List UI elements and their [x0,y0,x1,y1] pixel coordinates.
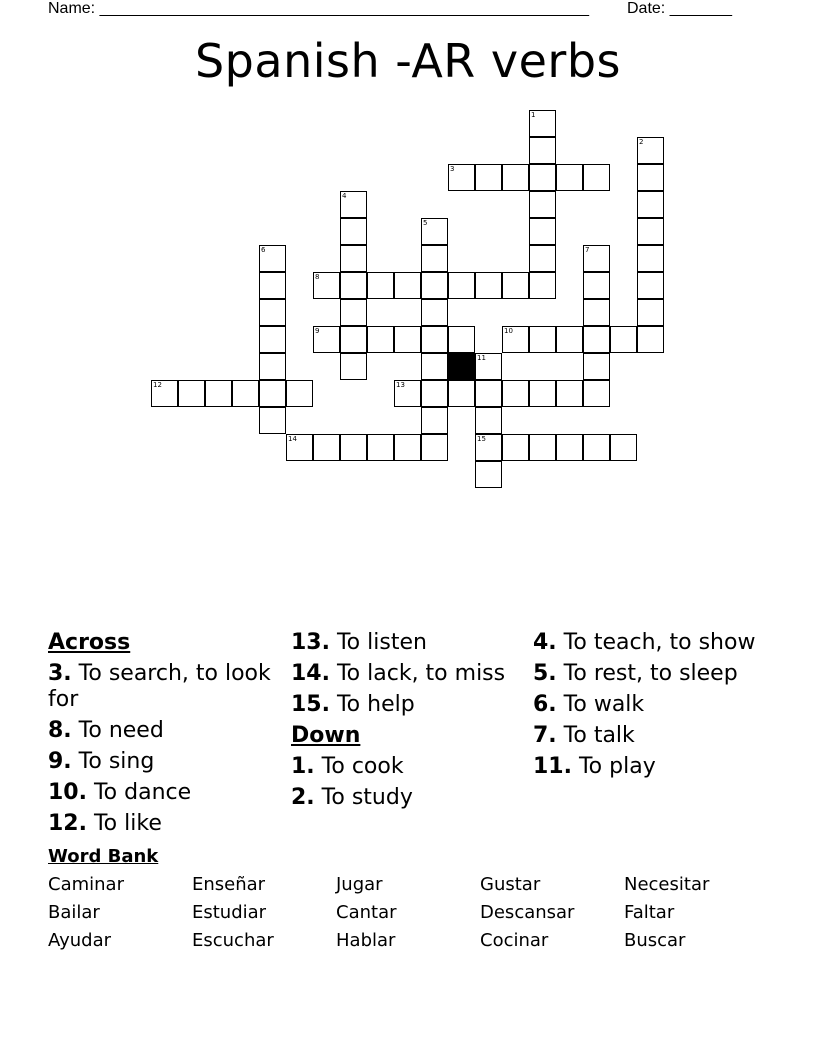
crossword-cell [286,380,313,407]
crossword-cell [421,272,448,299]
cell-number: 15 [477,435,486,443]
clue-across-12: 12. To like [48,811,162,836]
crossword-cell [340,353,367,380]
name-field: Name: _______________________________________________________ [48,0,589,17]
crossword-cell [259,353,286,380]
crossword-cell [421,245,448,272]
word-bank-item: Buscar [624,930,686,951]
across-clues-column [48,630,278,842]
word-bank-item: Necesitar [624,874,710,895]
cell-number: 13 [396,381,405,389]
crossword-cell [313,434,340,461]
crossword-cell [637,299,664,326]
crossword-cell [340,299,367,326]
clue-across-3: 3. To search, to look for [48,661,271,712]
crossword-cell [556,164,583,191]
clue-across-15: 15. To help [291,692,415,717]
cell-number: 5 [423,219,428,227]
clue-down-11: 11. To play [533,754,656,779]
cell-number: 12 [153,381,162,389]
cell-number: 4 [342,192,347,200]
crossword-cell [421,407,448,434]
crossword-cell [259,326,286,353]
crossword-cell [340,245,367,272]
crossword-cell [529,191,556,218]
clue-across-8: 8. To need [48,718,164,743]
crossword-cell [583,164,610,191]
word-bank-item: Cantar [336,902,397,923]
word-bank-item: Faltar [624,902,675,923]
crossword-cell [610,434,637,461]
crossword-cell [367,434,394,461]
black-cell [448,353,475,380]
crossword-cell [529,434,556,461]
word-bank-item: Descansar [480,902,575,923]
down-heading: Down [291,723,361,748]
down-clues-column [533,630,763,785]
word-bank-item: Enseñar [192,874,266,895]
crossword-cell [529,164,556,191]
word-bank-item: Gustar [480,874,541,895]
clue-down-6: 6. To walk [533,692,645,717]
crossword-cell [340,434,367,461]
crossword-cell [367,326,394,353]
crossword-cell [637,272,664,299]
crossword-cell [529,272,556,299]
crossword-cell [610,326,637,353]
clue-across-14: 14. To lack, to miss [291,661,506,686]
crossword-cell [448,272,475,299]
word-bank-item: Estudiar [192,902,267,923]
crossword-cell [502,272,529,299]
crossword-cell [475,164,502,191]
cell-number: 9 [315,327,320,335]
crossword-cell [259,299,286,326]
clue-down-2: 2. To study [291,785,413,810]
word-bank-item: Hablar [336,930,396,951]
word-bank-item: Bailar [48,902,100,923]
crossword-cell [637,326,664,353]
date-field: Date: _______ [627,0,732,17]
crossword-cell [529,218,556,245]
crossword-cell [421,434,448,461]
crossword-cell [421,353,448,380]
clue-across-13: 13. To listen [291,630,427,655]
crossword-cell [421,380,448,407]
crossword-cell [475,461,502,488]
cell-number: 6 [261,246,266,254]
clue-across-9: 9. To sing [48,749,155,774]
crossword-cell [529,326,556,353]
cell-number: 11 [477,354,486,362]
clue-down-4: 4. To teach, to show [533,630,756,655]
clue-across-10: 10. To dance [48,780,192,805]
crossword-cell [583,380,610,407]
word-bank-title: Word Bank [48,846,159,867]
crossword-cell [178,380,205,407]
clue-down-7: 7. To talk [533,723,635,748]
cell-number: 8 [315,273,320,281]
crossword-cell [502,164,529,191]
crossword-cell [529,245,556,272]
across-down-clues-column [291,630,521,816]
crossword-cell [259,407,286,434]
word-bank-item: Caminar [48,874,124,895]
crossword-cell [637,164,664,191]
crossword-cell [340,326,367,353]
crossword-cell [340,272,367,299]
crossword-cell [367,272,394,299]
crossword-cell [556,326,583,353]
crossword-cell [583,434,610,461]
crossword-cell [421,326,448,353]
page-title: Spanish -AR verbs [194,34,621,88]
crossword-cell [448,380,475,407]
word-bank-item: Jugar [336,874,383,895]
clue-down-5: 5. To rest, to sleep [533,661,738,686]
crossword-cell [205,380,232,407]
crossword-cell [475,380,502,407]
across-heading: Across [48,630,131,655]
crossword-cell [475,407,502,434]
crossword-cell [259,380,286,407]
crossword-cell [502,434,529,461]
crossword-cell [394,272,421,299]
crossword-cell [340,218,367,245]
crossword-cell [394,326,421,353]
crossword-cell [448,326,475,353]
crossword-cell [583,326,610,353]
crossword-cell [421,299,448,326]
crossword-cell [637,191,664,218]
crossword-cell [232,380,259,407]
cell-number: 2 [639,138,644,146]
cell-number: 14 [288,435,297,443]
crossword-cell [502,380,529,407]
cell-number: 7 [585,246,590,254]
crossword-cell [529,380,556,407]
clue-down-1: 1. To cook [291,754,404,779]
crossword-cell [259,272,286,299]
word-bank-item: Escuchar [192,930,274,951]
crossword-cell [637,245,664,272]
cell-number: 3 [450,165,455,173]
crossword-cell [556,434,583,461]
cell-number: 10 [504,327,513,335]
word-bank-item: Cocinar [480,930,549,951]
cell-number: 1 [531,111,536,119]
crossword-cell [583,299,610,326]
crossword-cell [637,218,664,245]
crossword-cell [475,272,502,299]
crossword-cell [529,137,556,164]
crossword-cell [583,272,610,299]
crossword-cell [394,434,421,461]
crossword-cell [583,353,610,380]
crossword-cell [556,380,583,407]
word-bank-item: Ayudar [48,930,112,951]
